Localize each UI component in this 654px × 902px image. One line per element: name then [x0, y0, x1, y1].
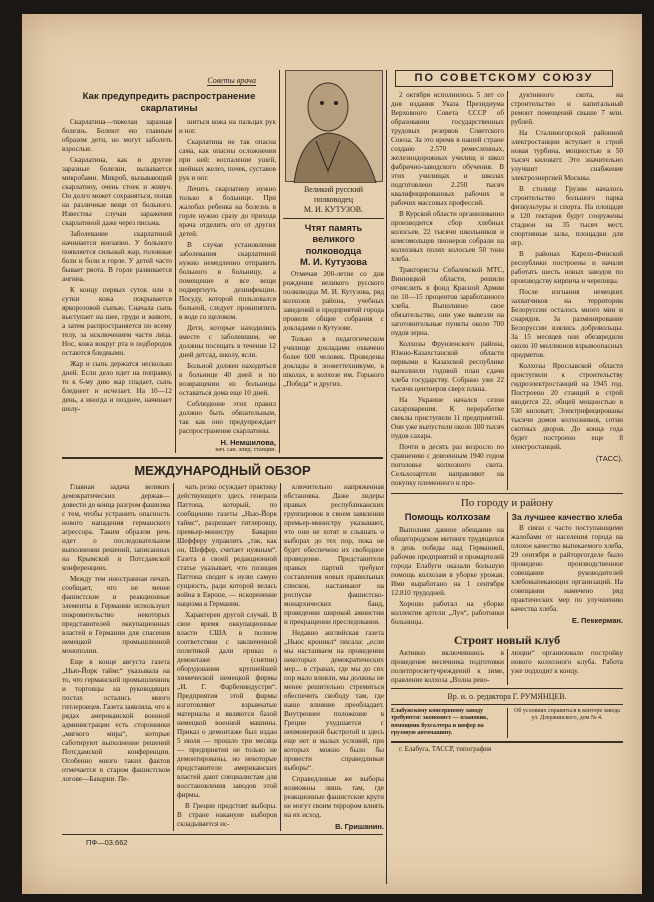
- ussr-columns: [391, 91, 623, 490]
- editor-line: Вр. и. о. редактора Г. РУМЯНЦЕВ.: [447, 691, 567, 701]
- top-section: [62, 70, 383, 453]
- right-block: [387, 70, 623, 884]
- ussr-column-2-wrap: [507, 91, 623, 490]
- review-column-2: чать резко осуждает практику действующего здесь генерала Паттона, который, по сообщению газеты „Нью-Йорк таймс“, разрешает гитлеровцу, премьер-министру Баварии Шефферу управлять „так, как он, Шеффер, считает нужным“. Газета в своей редакционной статье указывает, что позиция Паттона сводит к нулю самую сущность, ради которой велась война в Европе, — искоренение нацизма в Германии. Характерен другой случай. В свое время оккупационные власти США в полном соответствии с заключенной политикой дали приказ о демонтаже (снятии) оборудования крупнейшей химической немецкой фирмы „И. Г. Фарбениндустри“. Предприятия этой фирмы изготовляют взрывчатые материалы и являются базой немецкой военной машины. Приказ о демонтаже был издан 5 июля — прошло три месяца — предприятия не только не демонтированы, но некоторые представители американских властей дают специалистам для восстановления заводов этой фирмы. В Греции предстоят выборы. В стране накануне выборов складывается ис-: [173, 483, 277, 831]
- ads: [391, 708, 623, 738]
- scarlet-article: [62, 70, 276, 453]
- section-title-international-review: МЕЖДУНАРОДНЫЙ ОБЗОР: [134, 463, 311, 478]
- ussr-column-2: дуктивного скота, на строительство и капитальный ремонт помещений свыше 7 млн. рублей. На Сталиногорской районной электростанции вступает в строй новая турбина, мощностью в 50 тысяч киловатт. Это значительно улучшит снабжение электроэнергией Москвы. В столице Грузии началось строительство большого парка физкультуры и спорта. На площади в 120 гектаров будут сооружены стадион на 35 тысяч мест, спортивные залы, площадки для игр. В районах Карело-Финской республики построены и начали работать шесть новых заводов по производству кирпича и черепицы. После изгнания немецких захватчиков на территории Белоруссии осталось много мин и снарядов. За разминирование Белоруссии взялись добровольцы. За 15 месяцев они обезвредили около 10 миллионов взрывоопасных предметов. Колхозы Ярославской области приступили к строительству гидроэлектростанций на 1945 год. Построено 20 станций в строй вводится 22, общей мощностью в 530 киловатт. Электрифицированы тысячи домов колхозников, сотни скотных дворов. До конца года будет построено еще 8 электростанций.: [511, 91, 623, 452]
- job-ad: Елабужскому консервному заводу требуются: экономист — плановик, помощник бухгалтера и шофер на грузовую автомашину.: [391, 707, 488, 737]
- help-article: [391, 512, 504, 628]
- footer-imprint: г. Елабуга, ТАССР, типография: [399, 744, 492, 753]
- article-title-help: Помощь колхозам: [404, 512, 491, 524]
- section-title-ussr: ПО СОВЕТСКОМУ СОЮЗУ: [395, 70, 613, 87]
- club-column-1: Активно включившись в проведение месячника подготовки политпросветучреждений к зиме, правление колхоза „Волна рево-: [391, 648, 504, 684]
- left-block: [62, 70, 387, 884]
- review-column-1: Главная задача великих демократических держав—довести до конца разгром фашизма с тем, чтобы устранить опасность нового нападения германского агрессора. Таким образом речь идет о последовательном выполнении решений, записанных на Крымской и Потсдамской конференциях. Между тем иностранная печать сообщает, что не менее фашистские и реакционные элементы в Германии используют покровительство некоторых представителей оккупационных властей в Германии для спасения немецкой промышленной монополии. Еще в конце августа газета „Нью-Йорк таймс“ указывала на то, что германский промышленник и торговцы на руководящих постах остались много гитлеровцев. Газета заявляла, что в рядах американской военной администрации есть сторонники „мягкого мира“, которые саботируют выполнение решений Потсдамской конференции. Особенно много таких фактов отмечается в старом фашистском логове—Баварии. Пе-: [62, 482, 171, 783]
- scarlet-column-1: Скарлатина—тяжелая заразная болезнь. Болеют ею главным образом дети, но могут заболеть взрослые. Скарлатина, как и другие заразные болезни, вызывается микробами. Микроб, вызывающий скарлатину, очень стоек и живуч. Он долго может сохраняться, попав на различные вещи от больного. Известны случаи заражения скарлатиной даже через письма. Заболевание скарлатиной начинается внезапно. У больного появляется сильный жар, головные боли и боли в горле. У детей часто бывает рвота. В горле развивается ангина. К концу первых суток или в сутки кожа покрывается яркорозовой сыпью. Сначала сыпь выступает на шее, груди и животе, а затем распространяется по всему телу, за исключением части лица. Нос, кожа вокруг рта и подбородок остаются бледными. Жар и сыпь держатся несколько дней. Если дело идет на поправку, то к 6-му дню жар спадает, сыпь бледнеет и исчезает. На 10—12 день, а иногда и позднее, начинает шелу-: [62, 118, 172, 413]
- section-title-city: По городу и району: [460, 497, 554, 510]
- job-ad-contact: Об условиях справиться в конторе завода ул. Дзержинского, дом № 4.: [507, 708, 623, 738]
- portrait-caption: Великий русский полководец М. И. КУТУЗОВ.: [303, 185, 364, 214]
- newspaper-page: [22, 14, 642, 894]
- review-column-3: ключительно напряженная обстановка. Даже лидеры правых республиканских группировок в своем заявлении премьер-министру указывают, что они не хотят и слышать о выборах до тех пор, пока не будет обеспечено их свободное проведение. Представители правых партий требуют составления новых правильных списков, настаивают на роспуске фашистско-монархических банд, проведении широкой амнистии и прекращении преследования. Недавно английская газета „Ньюс кроникл“ писала: „если мы настаиваем на проведении некоторых демократических мер... в странах, где мы до сих пор мало влияли, мы должны не менее решительно стремиться обеспечить свободу там, где наше влияние преобладает. Внутреннее положение в Греции ухудшается с неимоверной быстротой и здесь еще нет и малых условий, при которых можно было бы провести справедливые выборы“. Справедливые же выборы возможны лишь там, где реакционные фашистские круги не могут своим террором влиять на их исход. В. Гришанин.: [280, 483, 384, 831]
- author-title: нач. сан. эпид. станции.: [215, 447, 276, 453]
- article-title-scarlet-fever: Как предупредить распространение скарлатины: [82, 91, 256, 114]
- club-columns: [391, 649, 623, 685]
- city-columns: [391, 512, 623, 628]
- ussr-column-1: 2 октября исполнилось 5 лет со дня издания Указа Президиума Верховного Совета СССР об образовании государственных трудовых резервов Советского Союза. За это время в нашей стране создано 2.570 ремесленных, железнодорожных училищ и школ фабрично-заводского обучения. В этих училищах и школах подготовлено 2.250 тысяч квалифицированных рабочих и рабочих массовых профессий. В Курской области организованно производится сбор хлебных колосьев. 22 тысячи школьников и комсомольцев пионеров собрали на колхозных полях колосьев 50 тонн хлеба. Трактористы Собалевской МТС, Винницкой области, решили отчислить в фонд Красной Армии по 10—15 процентов заработанного хлеба. Выполнено свое обязательство, они уже вывезли на заготовительные пункты около 700 пудов зерна. Колхозы Фрунзенского района, Южно-Казахстанской области первыми в Казахской республике выполнили годовой план сдачи хлеба государству. Собрано уже 22 тысячи центнеров сверх плана. На Украине начался сезон сахароварения. К переработке свеклы приступили 11 предприятий. Они уже выпустили около 100 тысяч пудов сахара. Почти в десять раз возросло по сравнению с довоенным 1940 годом поголовье колхозного скота. Сельхозартели направляют на покупку племенного и про-: [391, 91, 504, 488]
- article-title-bread: За лучшее качество хлеба: [511, 512, 623, 523]
- kutuzov-block: [279, 70, 384, 453]
- tass-label: (ТАСС).: [595, 454, 623, 464]
- article-author: Н. Немшилова,: [220, 438, 276, 447]
- club-column-2: люции“ организовало постройку нового колхозного клуба. Работа уже подходит к концу.: [507, 649, 623, 685]
- kutuzov-body: Отмечая 200-летие со дня рождения великого русского полководца М. И. Кутузова, ряд колхозов района, учебных заведений и предприятий города провели общие собрания с докладами о Кутузове. Только в педагогическом училище докладами охвачено более 600 человек. Проведены доклады в зооветтехникуме, в школах, в колхозе им. Горького „Победа“ и других.: [283, 270, 384, 389]
- article-title-club: Строят новый клуб: [453, 632, 561, 647]
- kutuzov-portrait: [285, 70, 383, 182]
- article-title-kutuzov: Чтят память великого полководца М. И. Кутузова: [300, 222, 367, 267]
- review-columns: [62, 483, 383, 831]
- bread-body: В связи с часто поступающими жалобами от населения города на плохое качество выпекаемого хлеба, 29 сентября в райторготделе было проведено производственное совещание руководителей хлебовыпекающих организаций. На совещании намечено ряд практических мер по улучшению качества хлеба.: [511, 524, 623, 614]
- bread-article: [507, 512, 623, 628]
- bread-author: Е. Пеккерман.: [571, 616, 623, 626]
- review-author: В. Гришанин.: [335, 821, 384, 831]
- help-body: Выполняя данное обещание на общегородском митинге трудящихся в день победы над Германией, рабочие предприятий и промартелей города Елабуги оказали большую помощь колхозам в уборке урожая. Ими выработано на 1 сентября 12.810 трудодней. Хорошо работал на уборке коллектив артели „Луч“, работники больницы.: [391, 525, 504, 626]
- print-code: ПФ—03.662: [86, 837, 128, 847]
- rubric-label: Советы врача: [207, 76, 256, 85]
- scarlet-column-2: шиться кожа на пальцах рук и ног. Скарлатина не так опасна сама, как опасны осложнения при ней: воспаление ушей, шейных желез, почек, суставов рук и ног. Лечить скарлатину нужно только в больнице. При жалобах ребенка на болезнь в горле нужно сразу до прихода врача отделить его от других детей. В случае установления заболевания скарлатиной нужно немедленно отправить больного в больницу, а помещение и все вещи подвергнуть дезинфекции. Посуду, которой пользовался больной, следует прокипятить в воде со щелоком. Дети, которые находились вместе с заболевшим, не должны посещать в течение 12 дней детсад, школу, ясли. Больной должен находиться в больнице 40 дней и по возвращении из больницы оставаться дома еще 10 дней. Соблюдение этих правил должно быть обязательным, так как оно предупреждает распространение скарлатины. Н. Немшилова, нач. сан. эпид. станции.: [175, 118, 276, 453]
